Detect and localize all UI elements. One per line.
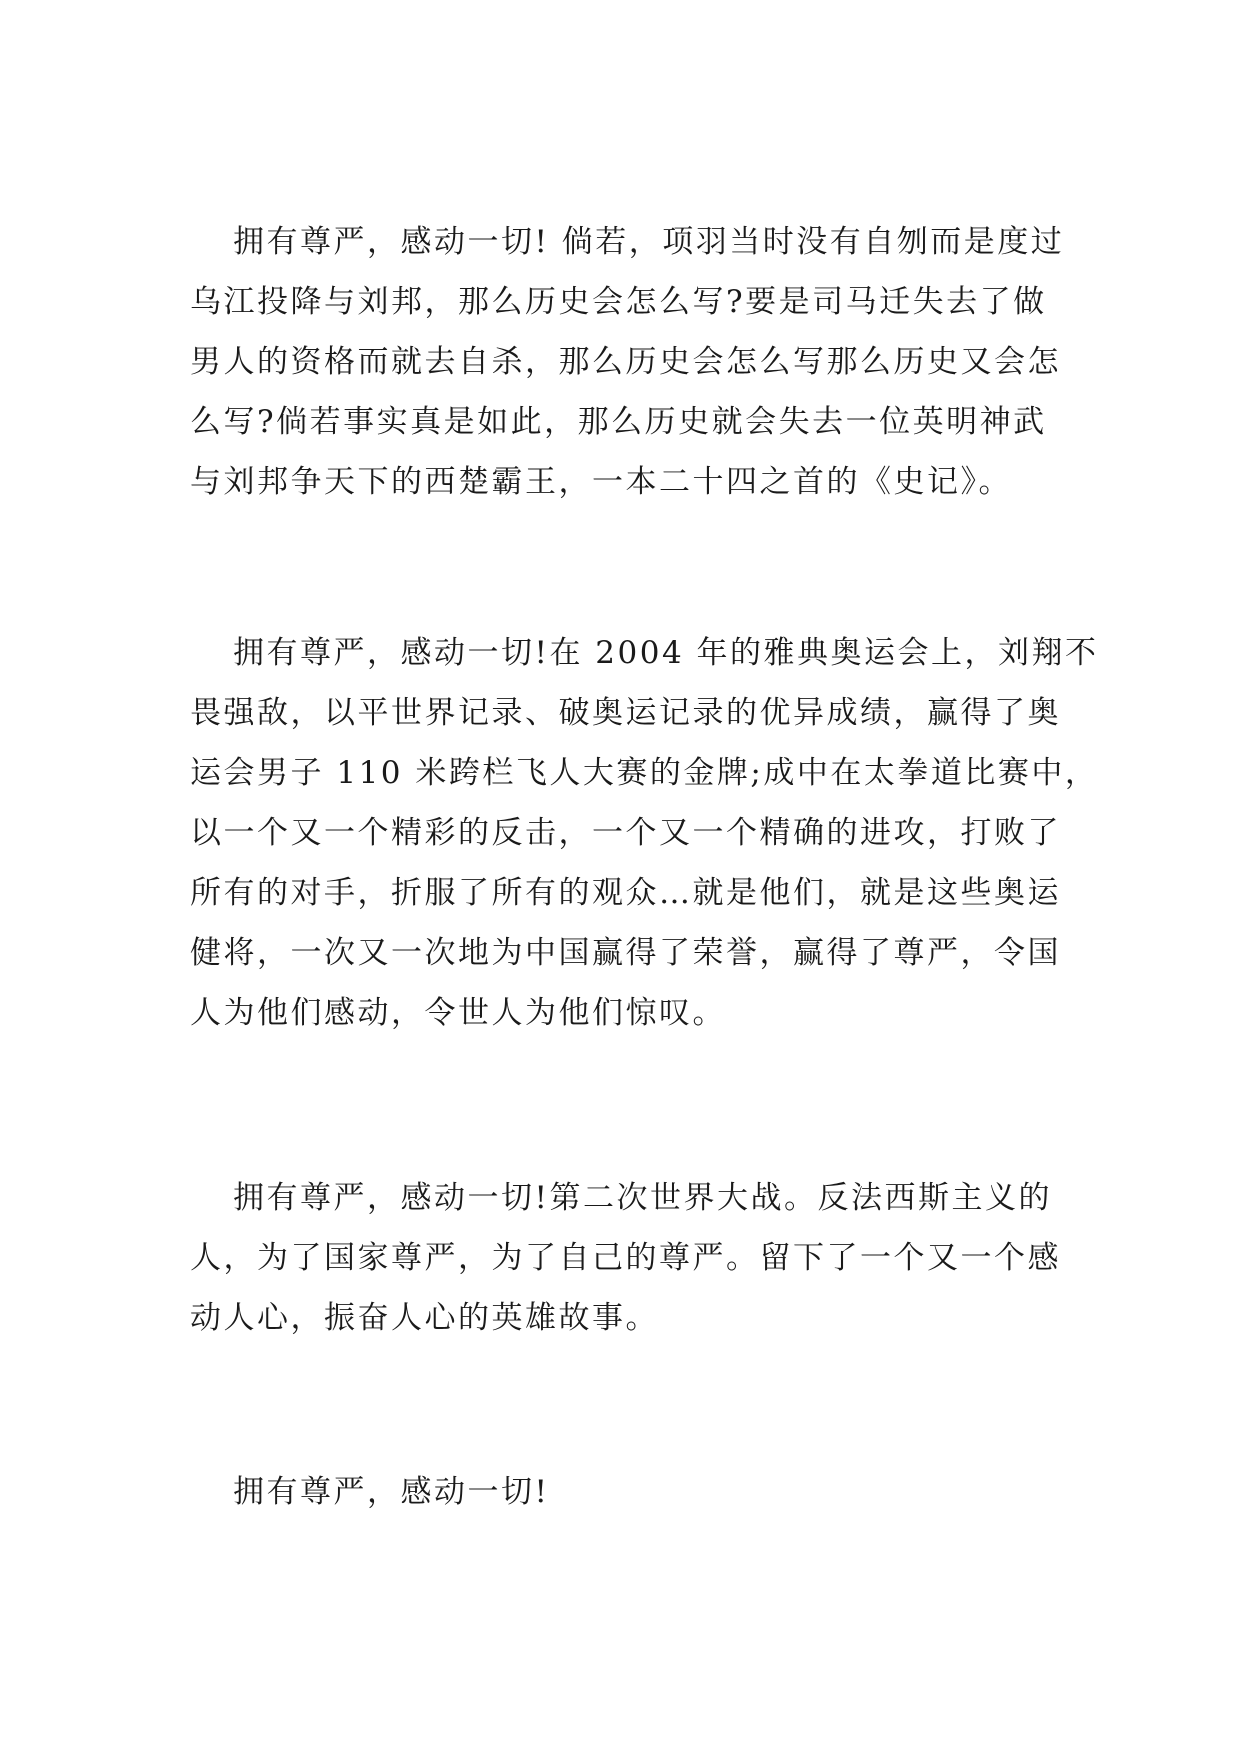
paragraph-line: 拥有尊严，感动一切!第二次世界大战。反法西斯主义的 [233, 1180, 1052, 1216]
paragraph-line: 动人心，振奋人心的英雄故事。 [190, 1300, 659, 1336]
paragraph-4 [190, 1462, 1060, 1522]
paragraph-line: 与刘邦争天下的西楚霸王，一本二十四之首的《史记》。 [190, 464, 1012, 500]
paragraph-line: 拥有尊严，感动一切! 倘若，项羽当时没有自刎而是度过 [233, 224, 1065, 260]
paragraph-line: 男人的资格而就去自杀，那么历史会怎么写那么历史又会怎 [190, 344, 1061, 380]
paragraph-line: 么写?倘若事实真是如此，那么历史就会失去一位英明神武 [190, 404, 1047, 440]
paragraph-line: 所有的对手，折服了所有的观众…就是他们，就是这些奥运 [190, 875, 1061, 911]
paragraph-line: 以一个又一个精彩的反击，一个又一个精确的进攻，打败了 [190, 815, 1061, 851]
paragraph-line: 健将，一次又一次地为中国赢得了荣誉，赢得了尊严，令国 [190, 935, 1061, 971]
paragraph-1 [190, 212, 1065, 512]
paragraph-line: 人，为了国家尊严，为了自己的尊严。留下了一个又一个感 [190, 1240, 1061, 1276]
paragraph-line: 拥有尊严，感动一切! [233, 1474, 550, 1510]
paragraph-2 [190, 623, 1099, 1043]
paragraph-line: 运会男子 110 米跨栏飞人大赛的金牌;成中在太拳道比赛中， [190, 755, 1099, 791]
paragraph-line: 人为他们感动，令世人为他们惊叹。 [190, 995, 726, 1031]
paragraph-line: 乌江投降与刘邦，那么历史会怎么写?要是司马迁失去了做 [190, 284, 1047, 320]
paragraph-line: 拥有尊严，感动一切!在 2004 年的雅典奥运会上，刘翔不 [233, 635, 1099, 671]
paragraph-line: 畏强敌，以平世界记录、破奥运记录的优异成绩，赢得了奥 [190, 695, 1061, 731]
paragraph-3 [190, 1168, 1060, 1348]
